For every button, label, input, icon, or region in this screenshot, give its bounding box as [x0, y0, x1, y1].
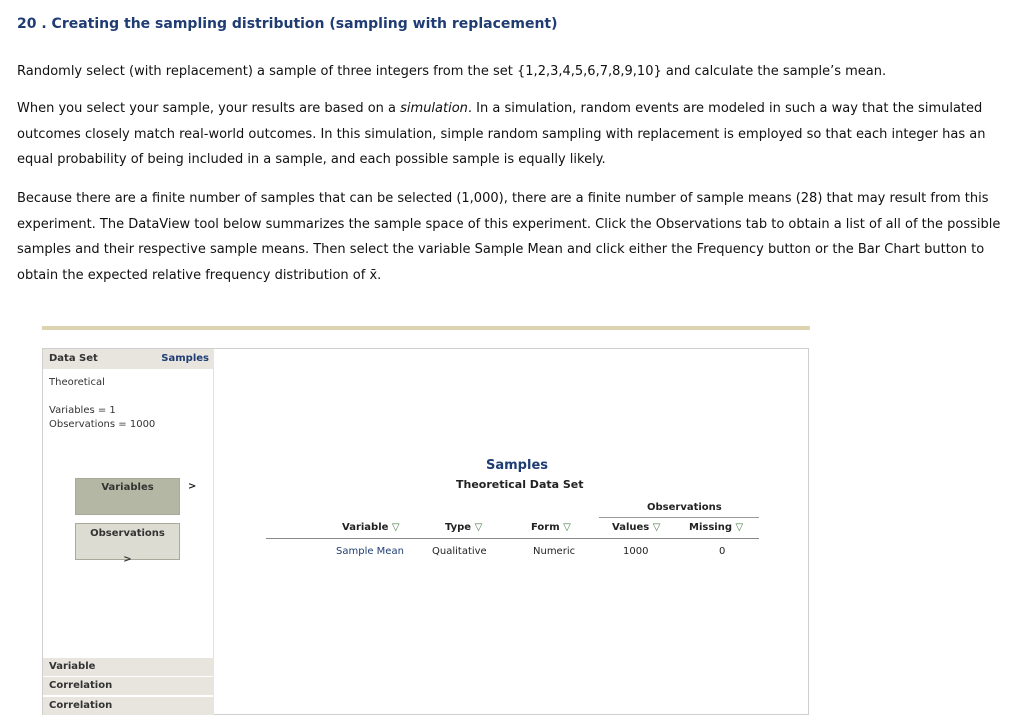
- dataset-name: Theoretical: [49, 377, 105, 388]
- table-header-rule: [266, 538, 759, 539]
- variables-tab-button[interactable]: [75, 478, 180, 515]
- instruction-paragraph: Randomly select (with replacement) a sample of three integers from the set {1,2,3,4,5,6,7,8,9,10} and calculate the sample’s mean.: [17, 64, 887, 79]
- dataview-sidebar: [43, 349, 214, 714]
- data-set-label: Data Set: [49, 353, 98, 364]
- observations-group-rule: [599, 517, 759, 518]
- variables-count: Variables = 1: [49, 405, 116, 416]
- sort-triangle-icon: ▽: [735, 522, 744, 533]
- sidebar-footer-variable[interactable]: Variable: [43, 658, 214, 676]
- values-cell: 1000: [623, 546, 649, 557]
- data-set-subtitle: Theoretical Data Set: [456, 478, 584, 491]
- col-values-header[interactable]: Values ▽: [612, 522, 661, 533]
- observations-count: Observations = 1000: [49, 419, 156, 430]
- missing-cell: 0: [719, 546, 726, 557]
- sidebar-footer-correlation[interactable]: Correlation: [43, 677, 214, 695]
- observations-group-header: Observations: [647, 502, 722, 513]
- form-cell: Numeric: [533, 546, 576, 557]
- sample-mean-variable-link[interactable]: Sample Mean: [336, 546, 404, 557]
- sort-triangle-icon: ▽: [652, 522, 661, 533]
- simulation-paragraph: [17, 96, 1007, 173]
- col-type-header[interactable]: Type ▽: [445, 522, 483, 533]
- sort-triangle-icon: ▽: [474, 522, 483, 533]
- observations-tab-button[interactable]: [75, 523, 180, 565]
- col-variable-header[interactable]: Variable ▽: [342, 522, 400, 533]
- dataview-panel: [42, 348, 809, 715]
- dataview-paragraph: Because there are a finite number of samples that can be selected (1,000), there are a finite number of sample means (28) that may result from this experiment. The DataView tool below summarizes the sample space of this experiment. Click the Observations tab to obtain a list of all of the possible samples and their respective sample means. Then select the variable Sample Mean and click either the Frequency button or the Bar Chart button to obtain the expected relative frequency distribution of x̄.: [17, 191, 1001, 283]
- simulation-text-a: When you select your sample, your results are based on a: [17, 101, 401, 116]
- samples-link[interactable]: Samples: [161, 353, 209, 364]
- variables-tab-label: Variables: [101, 482, 154, 493]
- sort-triangle-icon: ▽: [391, 522, 400, 533]
- observations-arrow-icon: >: [123, 554, 132, 565]
- sidebar-footer-correlation-2[interactable]: Correlation: [43, 697, 214, 715]
- divider-bar: [42, 326, 810, 330]
- question-title: 20 . Creating the sampling distribution (sampling with replacement): [17, 16, 558, 32]
- simulation-emphasis: simulation: [400, 101, 468, 116]
- sidebar-header: [43, 349, 214, 369]
- simulation-text-b: . In a simulation, random events are modeled in such a way that the simulated outcomes closely match real-world outcomes. In this simulation, simple random sampling with replacement is employed so that each integer has an equal probability of being included in a sample, and each possible sample is equally likely.: [17, 101, 986, 167]
- samples-title: Samples: [486, 458, 548, 473]
- observations-tab-label: Observations >: [76, 528, 179, 565]
- col-form-header[interactable]: Form ▽: [531, 522, 571, 533]
- variables-arrow-icon: >: [188, 481, 197, 492]
- sort-triangle-icon: ▽: [563, 522, 571, 533]
- type-cell: Qualitative: [432, 546, 487, 557]
- col-missing-header[interactable]: Missing ▽: [689, 522, 744, 533]
